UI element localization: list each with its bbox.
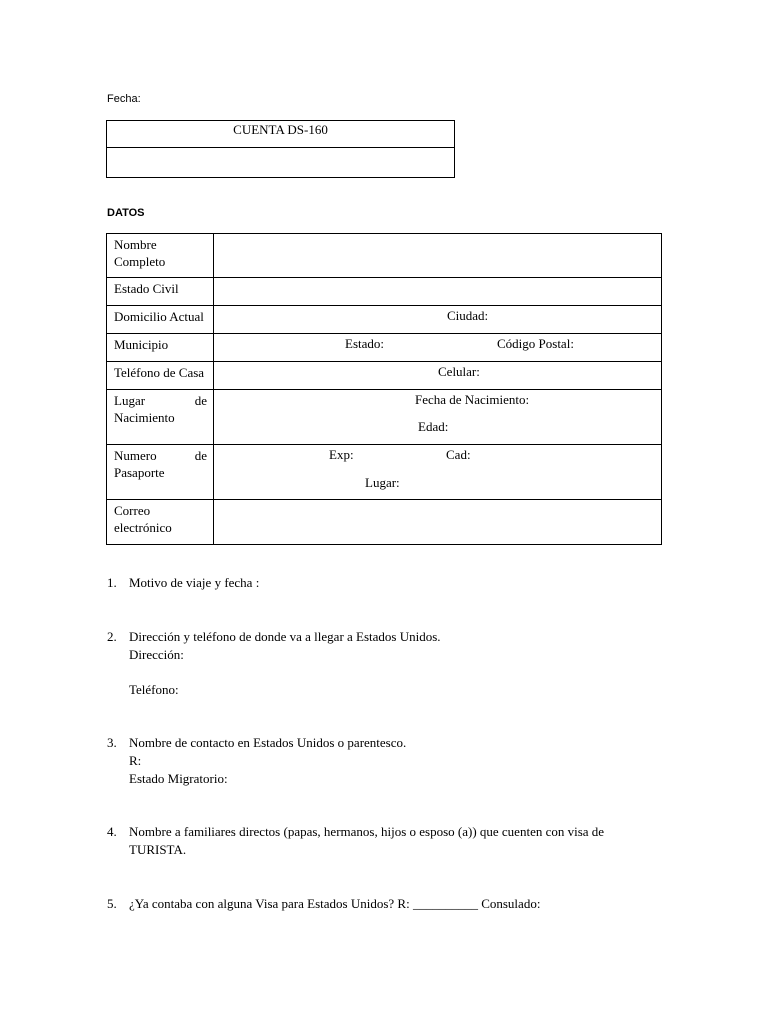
datos-heading: DATOS (107, 207, 145, 219)
question-number: 4. (107, 824, 117, 839)
edad-label: Edad: (418, 419, 449, 434)
question-text: Nombre de contacto en Estados Unidos o parentesco. (129, 735, 407, 750)
row-estado-civil (107, 278, 662, 306)
cuenta-title: CUENTA DS-160 (107, 121, 454, 148)
question-text: Nombre a familiares directos (papas, hermanos, hijos o esposo (a)) que cuenten con visa de (129, 824, 605, 839)
question-text-continued: TURISTA. (129, 842, 187, 857)
lugar-label: Lugar: (365, 475, 400, 490)
row-domicilio (107, 306, 662, 334)
label-nombre-completo (107, 234, 214, 278)
label-correo (107, 500, 214, 545)
question-1 (107, 574, 667, 592)
cuenta-ds160-box (106, 120, 455, 178)
value-telefono[interactable] (214, 362, 662, 390)
direccion-label: Dirección: (129, 647, 184, 662)
respuesta-label: R: (129, 753, 142, 768)
value-domicilio[interactable] (214, 306, 662, 334)
label-line: Lugar de (114, 393, 207, 408)
label-line: Pasaporte (114, 465, 165, 480)
row-pasaporte (107, 445, 662, 500)
row-municipio (107, 334, 662, 362)
value-pasaporte[interactable] (214, 445, 662, 500)
label-lugar-nacimiento (107, 390, 214, 445)
label-line: Correo (114, 503, 151, 518)
label-line: Numero de (114, 448, 207, 463)
label-municipio: Municipio (107, 334, 214, 362)
value-correo[interactable] (214, 500, 662, 545)
question-number: 1. (107, 575, 117, 590)
question-number: 3. (107, 735, 117, 750)
question-text: Dirección y teléfono de donde va a llegar a Estados Unidos. (129, 629, 441, 644)
question-4 (107, 823, 667, 859)
celular-label: Celular: (438, 364, 480, 379)
estado-migratorio-label: Estado Migratorio: (129, 771, 228, 786)
cad-label: Cad: (446, 447, 471, 462)
row-lugar-nacimiento (107, 390, 662, 445)
fecha-nacimiento-label: Fecha de Nacimiento: (415, 392, 530, 407)
label-line: Completo (114, 254, 166, 269)
question-number: 5. (107, 896, 117, 911)
question-5 (107, 895, 667, 913)
telefono-label: Teléfono: (129, 682, 179, 697)
value-nombre[interactable] (214, 234, 662, 278)
question-text: Motivo de viaje y fecha : (129, 575, 260, 590)
row-nombre (107, 234, 662, 278)
row-telefono (107, 362, 662, 390)
question-2 (107, 628, 667, 699)
question-number: 2. (107, 629, 117, 644)
row-correo (107, 500, 662, 545)
value-lugar-nacimiento[interactable] (214, 390, 662, 445)
codigo-postal-label: Código Postal: (497, 336, 574, 351)
label-line: Nombre (114, 237, 157, 252)
exp-label: Exp: (329, 447, 354, 462)
label-telefono-casa: Teléfono de Casa (107, 362, 214, 390)
ciudad-label: Ciudad: (447, 308, 489, 323)
estado-label: Estado: (345, 336, 384, 351)
fecha-label: Fecha: (107, 93, 141, 105)
datos-table (106, 233, 662, 545)
label-estado-civil: Estado Civil (107, 278, 214, 306)
label-line: electrónico (114, 520, 172, 535)
value-municipio[interactable] (214, 334, 662, 362)
value-estado-civil[interactable] (214, 278, 662, 306)
label-line: Nacimiento (114, 410, 175, 425)
label-pasaporte (107, 445, 214, 500)
label-domicilio: Domicilio Actual (107, 306, 214, 334)
question-text: ¿Ya contaba con alguna Visa para Estados Unidos? R: __________ Consulado: (129, 896, 541, 911)
question-3 (107, 734, 667, 788)
